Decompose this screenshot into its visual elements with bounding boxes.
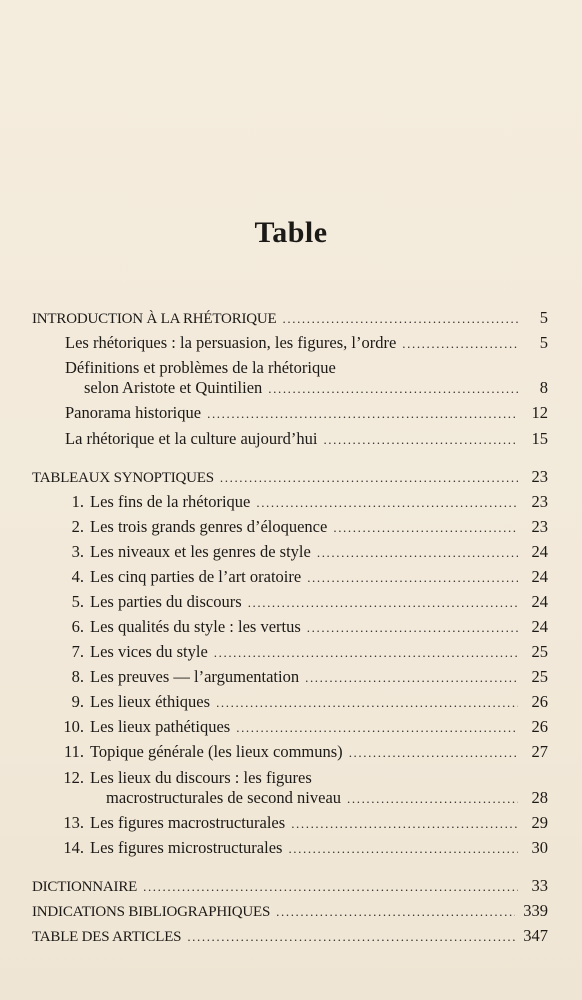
dot-leader (268, 379, 518, 399)
dot-leader (333, 518, 518, 538)
toc-entry-label: Les figures microstructurales (90, 838, 283, 857)
toc-page-number: 23 (531, 467, 548, 486)
toc-page-number: 25 (531, 667, 548, 686)
dot-leader (307, 568, 518, 588)
toc-heading-label: INTRODUCTION À LA RHÉTORIQUE (32, 311, 277, 327)
toc-heading-label: TABLEAUX SYNOPTIQUES (32, 470, 214, 486)
toc-entry-label: Les lieux éthiques (90, 692, 211, 711)
toc-page-number: 24 (531, 592, 548, 611)
toc-entry-number: 13. (63, 813, 84, 832)
dot-leader (214, 643, 518, 663)
dot-leader (248, 593, 518, 613)
toc-entry-label: Les trois grands genres d’éloquence (90, 517, 328, 536)
toc-entry-number: 3. (71, 542, 84, 561)
toc-entry-label: La rhétorique et la culture aujourd’hui (65, 429, 318, 448)
dot-leader (207, 404, 518, 424)
toc-heading-label: DICTIONNAIRE (32, 879, 138, 895)
toc-entry (61, 567, 548, 588)
dot-leader (288, 839, 518, 859)
toc-page-number: 15 (531, 429, 548, 448)
toc-entry-label: Les figures macrostructurales (90, 813, 286, 832)
dot-leader (256, 493, 518, 513)
toc-entry-number: 1. (71, 492, 84, 511)
toc-entry (61, 542, 548, 563)
toc-entry-label: Les fins de la rhétorique (90, 492, 251, 511)
toc-entry-label: Les rhétoriques : la persuasion, les figures, l’ordre (65, 333, 397, 352)
toc-entry (61, 813, 548, 834)
toc-page-number: 23 (531, 492, 548, 511)
toc-heading-label: TABLE DES ARTICLES (32, 929, 182, 945)
toc-page-number: 24 (531, 542, 548, 561)
toc-entry (61, 838, 548, 859)
toc-entry-number: 10. (63, 717, 84, 736)
toc-page-number: 29 (531, 813, 548, 832)
toc-entry (65, 333, 548, 354)
toc-entry (65, 429, 548, 450)
dot-leader (283, 309, 518, 329)
dot-leader (317, 543, 518, 563)
toc-entry (61, 692, 548, 713)
toc-entry (61, 517, 548, 538)
dot-leader (143, 877, 518, 897)
toc-entry-label-line1 (61, 768, 548, 788)
toc-entry-number: 7. (71, 642, 84, 661)
toc-page-number: 26 (531, 692, 548, 711)
toc-entry-number: 4. (71, 567, 84, 586)
toc-entry-number: 11. (63, 742, 84, 761)
toc-entry-label: Les vices du style (90, 642, 208, 661)
toc-entry-number: 6. (71, 617, 84, 636)
dot-leader (216, 693, 518, 713)
toc-page-number: 24 (531, 567, 548, 586)
toc-page-number: 12 (531, 403, 548, 422)
toc-heading-tableaux (32, 467, 548, 488)
toc-entry-label: Les qualités du style : les vertus (90, 617, 301, 636)
toc-entry (61, 592, 548, 613)
toc-entry (61, 492, 548, 513)
toc-heading-label: INDICATIONS BIBLIOGRAPHIQUES (32, 904, 271, 920)
toc-page-number: 25 (531, 642, 548, 661)
toc-entry-number: 2. (71, 517, 84, 536)
toc-entry-label-continued: selon Aristote et Quintilien (84, 378, 263, 397)
toc-entry-label: Les niveaux et les genres de style (90, 542, 311, 561)
toc-page-number: 339 (523, 901, 548, 920)
dot-leader (305, 668, 518, 688)
toc-entry-label: Les preuves — l’argumentation (90, 667, 300, 686)
toc-entry-number: 8. (71, 667, 84, 686)
toc-entry-label: Les cinq parties de l’art oratoire (90, 567, 302, 586)
toc-page-number: 347 (523, 926, 548, 945)
toc-entry (61, 742, 548, 763)
toc-entry-label: Topique générale (les lieux communs) (90, 742, 343, 761)
dot-leader (307, 618, 518, 638)
toc-entry-label-continued: macrostructurales de second niveau (106, 788, 342, 807)
toc-page-number: 26 (531, 717, 548, 736)
toc-page-number: 5 (539, 308, 548, 327)
toc-entry-number: 14. (63, 838, 84, 857)
toc-page-number: 24 (531, 617, 548, 636)
toc-page-number: 28 (531, 788, 548, 807)
dot-leader (323, 430, 518, 450)
toc-page-number: 5 (539, 333, 548, 352)
toc-entry (106, 788, 548, 809)
toc-page-number: 30 (531, 838, 548, 857)
toc-page-number: 23 (531, 517, 548, 536)
toc-entry-label: Les lieux du discours : les figures (90, 768, 312, 787)
toc-entry-label-line1 (65, 358, 548, 378)
dot-leader (187, 927, 515, 947)
toc-entry-number: 9. (71, 692, 84, 711)
toc-entry-label: Panorama historique (65, 403, 202, 422)
toc-page-number: 8 (539, 378, 548, 397)
toc-heading-table-articles (32, 926, 548, 947)
toc-page-number: 27 (531, 742, 548, 761)
toc-entry-label: Définitions et problèmes de la rhétorique (65, 358, 336, 377)
toc-entry (61, 617, 548, 638)
page-title: Table (254, 216, 328, 249)
toc-entry-label: Les parties du discours (90, 592, 242, 611)
toc-entry-label: Les lieux pathétiques (90, 717, 231, 736)
toc-page-number: 33 (531, 876, 548, 895)
toc-heading-introduction (32, 308, 548, 329)
toc-entry-number: 12. (63, 768, 84, 787)
toc-entry (61, 642, 548, 663)
dot-leader (349, 743, 518, 763)
toc-entry (65, 403, 548, 424)
toc-entry-number: 5. (71, 592, 84, 611)
dot-leader (276, 902, 515, 922)
toc-entry (84, 378, 548, 399)
dot-leader (291, 814, 518, 834)
toc-heading-bibliographie (32, 901, 548, 922)
dot-leader (220, 468, 518, 488)
toc-entry (61, 717, 548, 738)
dot-leader (402, 334, 518, 354)
toc-entry (61, 667, 548, 688)
toc-heading-dictionnaire (32, 876, 548, 897)
dot-leader (236, 718, 518, 738)
dot-leader (347, 789, 518, 809)
